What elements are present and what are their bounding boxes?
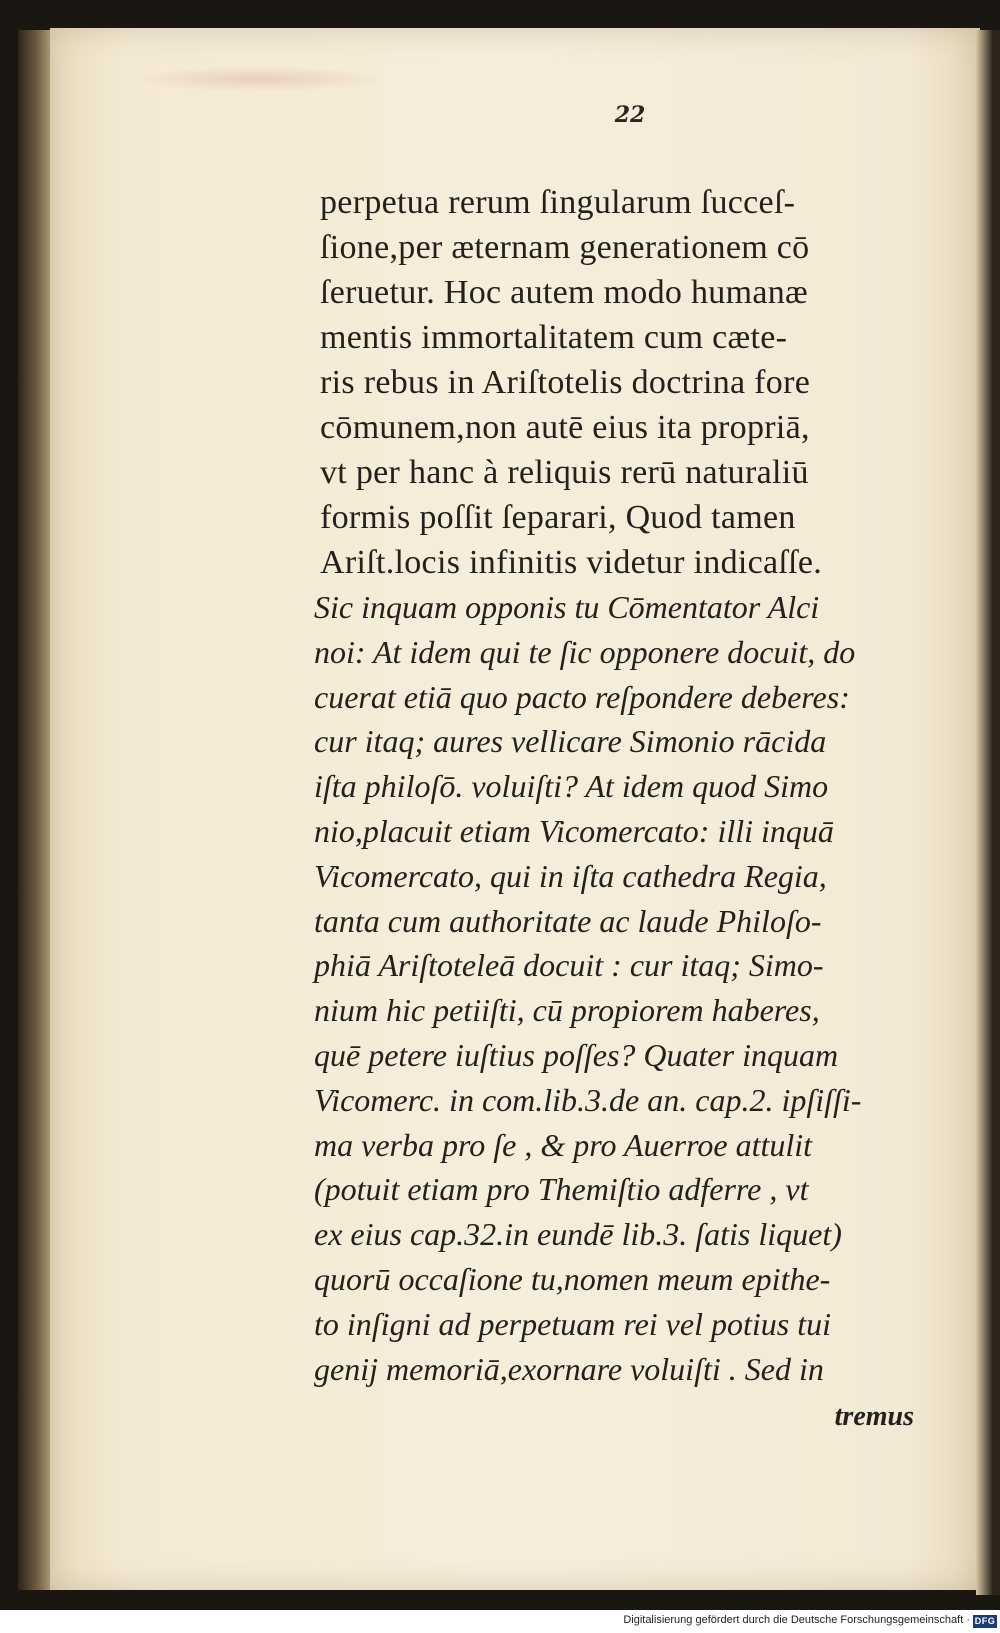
roman-text-line: ſeruetur. Hoc autem modo humanæ — [320, 274, 809, 311]
italic-text-line: Vicomercato, qui in iſta cathedra Regia, — [314, 857, 827, 894]
italic-text-line: quē petere iuſtius poſſes? Quater inquam — [314, 1036, 839, 1073]
italic-text-line: nio,placuit etiam Vicomercato: illi inquā — [314, 812, 834, 849]
roman-text-line: vt per hanc à reliquis rerū naturaliū — [320, 454, 809, 491]
italic-text-line: genij memoriā,exornare voluiſti . Sed in — [314, 1350, 824, 1387]
italic-text-line: ma verba pro ſe , & pro Auerroe attulit — [314, 1126, 813, 1163]
catchword: tremus — [834, 1401, 914, 1433]
italic-text-line: quorū occaſione tu,nomen meum epithe- — [314, 1260, 831, 1297]
roman-text-line: ris rebus in Ariſtotelis doctrina fore — [320, 364, 811, 401]
italic-text-line: cur itaq; aures vellicare Simonio rācida — [314, 723, 827, 760]
roman-text-line: formis poſſit ſeparari, Quod tamen — [320, 499, 796, 536]
roman-text-line: ſione,per æternam generationem cō — [320, 229, 810, 266]
page-stain — [130, 66, 390, 92]
italic-text-line: iſta philoſō. voluiſti? At idem quod Simo — [314, 768, 829, 805]
italic-text-line: tanta cum authoritate ac laude Philoſo- — [314, 902, 822, 939]
italic-text-line: to inſigni ad perpetuam rei vel potius tui — [314, 1305, 831, 1342]
footer-bar — [0, 1612, 1000, 1633]
italic-text-line: ex eius cap.32.in eundē lib.3. ſatis liquet) — [314, 1216, 842, 1253]
italic-text-line: Vicomerc. in com.lib.3.de an. cap.2. ipſiſſi- — [314, 1081, 862, 1118]
dfg-logo: DFG — [974, 1616, 996, 1626]
roman-text-line: perpetua rerum ſingularum ſucceſ- — [320, 184, 796, 221]
text-block — [314, 180, 920, 1437]
roman-text-line: mentis immortalitatem cum cæte- — [320, 319, 788, 356]
roman-text-line: cōmunem,non autē eius ita propriā, — [320, 409, 810, 446]
italic-text-line: noi: At idem qui te ſic opponere docuit, do — [314, 633, 856, 670]
italic-text-line: nium hic petiiſti, cū propiorem haberes, — [314, 992, 820, 1029]
italic-text-line: phiā Ariſtoteleā docuit : cur itaq; Simo- — [314, 947, 824, 984]
italic-text-line: cuerat etiā quo pacto reſpondere deberes: — [314, 678, 850, 715]
book-edge-right — [976, 30, 1000, 1595]
italic-text-line: (potuit etiam pro Themiſtio adferre , vt — [314, 1171, 809, 1208]
italic-text-line: Sic inquam opponis tu Cōmentator Alci — [314, 589, 820, 625]
funding-credit: Digitalisierung gefördert durch die Deutsche Forschungsgemeinschaft · — [623, 1614, 970, 1626]
roman-text-line: Ariſt.locis infinitis videtur indicaſſe. — [320, 544, 823, 581]
page-number: 22 — [614, 102, 646, 128]
